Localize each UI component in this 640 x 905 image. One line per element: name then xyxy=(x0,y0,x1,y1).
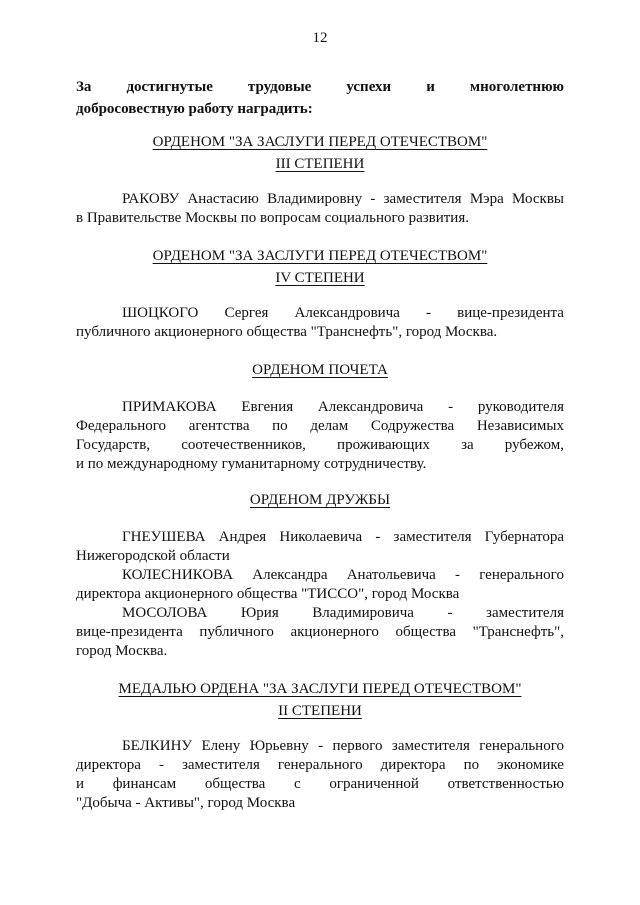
entry-word: генерального xyxy=(479,738,564,754)
entry-word: - xyxy=(455,567,461,583)
entry-word: - xyxy=(447,605,453,621)
entry-word: КОЛЕСНИКОВА xyxy=(122,567,234,583)
intro-paragraph xyxy=(76,76,564,120)
award-heading-order-honour xyxy=(0,359,640,381)
entry-word: Елену xyxy=(201,738,241,754)
entry-line xyxy=(76,417,564,436)
entry-word: вице-президента xyxy=(76,624,183,640)
intro-word: достигнутые xyxy=(126,79,213,95)
heading-line: ОРДЕНОМ "ЗА ЗАСЛУГИ ПЕРЕД ОТЕЧЕСТВОМ" xyxy=(152,134,488,150)
entry-word: первого xyxy=(332,738,383,754)
entry-word: - xyxy=(318,738,324,754)
entry-line xyxy=(76,304,564,323)
entry-word: за xyxy=(461,437,474,453)
entry-line xyxy=(76,528,564,547)
entry-word: Мэра xyxy=(469,191,504,207)
entry-word: соотечественников, xyxy=(181,437,306,453)
heading-line: ОРДЕНОМ "ЗА ЗАСЛУГИ ПЕРЕД ОТЕЧЕСТВОМ" xyxy=(152,248,488,264)
entry-word: - xyxy=(375,529,381,545)
entry-word: Независимых xyxy=(476,418,564,434)
award-heading-order-merit-3 xyxy=(0,131,640,175)
entry-word: Анатольевича xyxy=(346,567,436,583)
entry-line: директора акционерного общества "ТИССО", город Москва xyxy=(76,586,460,602)
entry-word: Содружества xyxy=(370,418,455,434)
heading-line: III СТЕПЕНИ xyxy=(275,156,365,172)
entry-word: Анастасию xyxy=(187,191,259,207)
intro-word: За xyxy=(76,79,92,95)
entry-word: и xyxy=(76,776,85,792)
entry-word: общества xyxy=(204,776,266,792)
entry-word: заместителя xyxy=(486,605,564,621)
entry-line: и по международному гуманитарному сотрудничеству. xyxy=(76,456,427,472)
award-entry xyxy=(76,566,564,604)
entry-line: "Добыча - Активы", город Москва xyxy=(76,795,296,811)
entry-line xyxy=(76,398,564,417)
entry-word: Губернатора xyxy=(484,529,564,545)
entry-word: акционерного xyxy=(290,624,379,640)
entry-word: Владимировича xyxy=(312,605,414,621)
intro-word: успехи xyxy=(346,79,392,95)
entry-word: - xyxy=(448,399,454,415)
award-entry xyxy=(76,737,564,813)
award-entry xyxy=(76,304,564,342)
entry-word: Николаевича xyxy=(279,529,363,545)
intro-word: многолетнюю xyxy=(469,79,564,95)
award-entry xyxy=(76,190,564,228)
intro-word: трудовые xyxy=(247,79,312,95)
award-entry xyxy=(76,604,564,661)
entry-word: вице-президента xyxy=(457,305,564,321)
entry-word: БЕЛКИНУ xyxy=(122,738,193,754)
page-number: 12 xyxy=(312,30,328,46)
entry-word: ГНЕУШЕВА xyxy=(122,529,206,545)
entry-line: город Москва. xyxy=(76,643,168,659)
heading-line: IV СТЕПЕНИ xyxy=(275,270,365,286)
entry-word: Александровича xyxy=(294,305,400,321)
heading-line: II СТЕПЕНИ xyxy=(278,703,362,719)
award-heading-medal-merit-2 xyxy=(0,678,640,722)
entry-word: экономике xyxy=(497,757,564,773)
entry-line xyxy=(76,604,564,623)
entry-line xyxy=(76,775,564,794)
entry-word: - xyxy=(158,757,164,773)
entry-line xyxy=(76,737,564,756)
entry-word: Юрия xyxy=(240,605,279,621)
entry-line xyxy=(76,436,564,455)
entry-word: финансам xyxy=(112,776,177,792)
entry-word: заместителя xyxy=(383,191,462,207)
heading-line: ОРДЕНОМ ПОЧЕТА xyxy=(252,362,388,378)
award-heading-order-merit-4 xyxy=(0,245,640,289)
entry-word: заместителя xyxy=(391,738,470,754)
entry-word: директора xyxy=(380,757,446,773)
entry-word: руководителя xyxy=(477,399,564,415)
entry-line: публичного акционерного общества "Транснефть", город Москва. xyxy=(76,324,498,340)
heading-line: МЕДАЛЬЮ ОРДЕНА "ЗА ЗАСЛУГИ ПЕРЕД ОТЕЧЕСТВОМ" xyxy=(118,681,522,697)
award-heading-order-friendship xyxy=(0,489,640,511)
entry-word: ответственностью xyxy=(447,776,564,792)
intro-word: и xyxy=(426,79,435,95)
entry-word: Москвы xyxy=(512,191,564,207)
entry-word: Александра xyxy=(252,567,328,583)
entry-word: Федерального xyxy=(76,418,167,434)
entry-word: - xyxy=(370,191,376,207)
award-entry xyxy=(76,398,564,474)
entry-word: ШОЦКОГО xyxy=(122,305,199,321)
entry-line xyxy=(76,623,564,642)
entry-word: Юрьевну xyxy=(249,738,309,754)
entry-word: по xyxy=(463,757,480,773)
entry-word: с xyxy=(293,776,301,792)
entry-word: директора xyxy=(76,757,141,773)
entry-word: - xyxy=(426,305,431,321)
entry-word: Сергея xyxy=(224,305,269,321)
entry-word: Государств, xyxy=(76,437,151,453)
entry-word: ограниченной xyxy=(329,776,419,792)
entry-word: "Транснефть", xyxy=(472,624,564,640)
entry-word: проживающих xyxy=(337,437,430,453)
entry-word: Андрея xyxy=(218,529,267,545)
entry-word: Евгения xyxy=(241,399,294,415)
intro-line-1 xyxy=(76,76,564,98)
entry-word: рубежом, xyxy=(504,437,564,453)
entry-line xyxy=(76,190,564,209)
entry-word: публичного xyxy=(199,624,274,640)
entry-word: заместителя xyxy=(181,757,260,773)
entry-word: РАКОВУ xyxy=(122,191,180,207)
entry-word: ПРИМАКОВА xyxy=(122,399,217,415)
entry-word: генерального xyxy=(277,757,363,773)
entry-line xyxy=(76,756,564,775)
entry-word: делам xyxy=(310,418,349,434)
entry-word: генерального xyxy=(479,567,564,583)
heading-line: ОРДЕНОМ ДРУЖБЫ xyxy=(249,492,391,508)
entry-line: Нижегородской области xyxy=(76,548,230,564)
intro-line-2: добросовестную работу наградить: xyxy=(76,101,313,117)
entry-line xyxy=(76,566,564,585)
entry-word: общества xyxy=(395,624,456,640)
entry-word: заместителя xyxy=(393,529,472,545)
entry-word: агентства xyxy=(188,418,250,434)
entry-line: в Правительстве Москвы по вопросам социального развития. xyxy=(76,210,469,226)
entry-word: по xyxy=(272,418,288,434)
entry-word: МОСОЛОВА xyxy=(122,605,208,621)
award-entry xyxy=(76,528,564,566)
entry-word: Александровича xyxy=(317,399,424,415)
entry-word: Владимировну xyxy=(267,191,363,207)
